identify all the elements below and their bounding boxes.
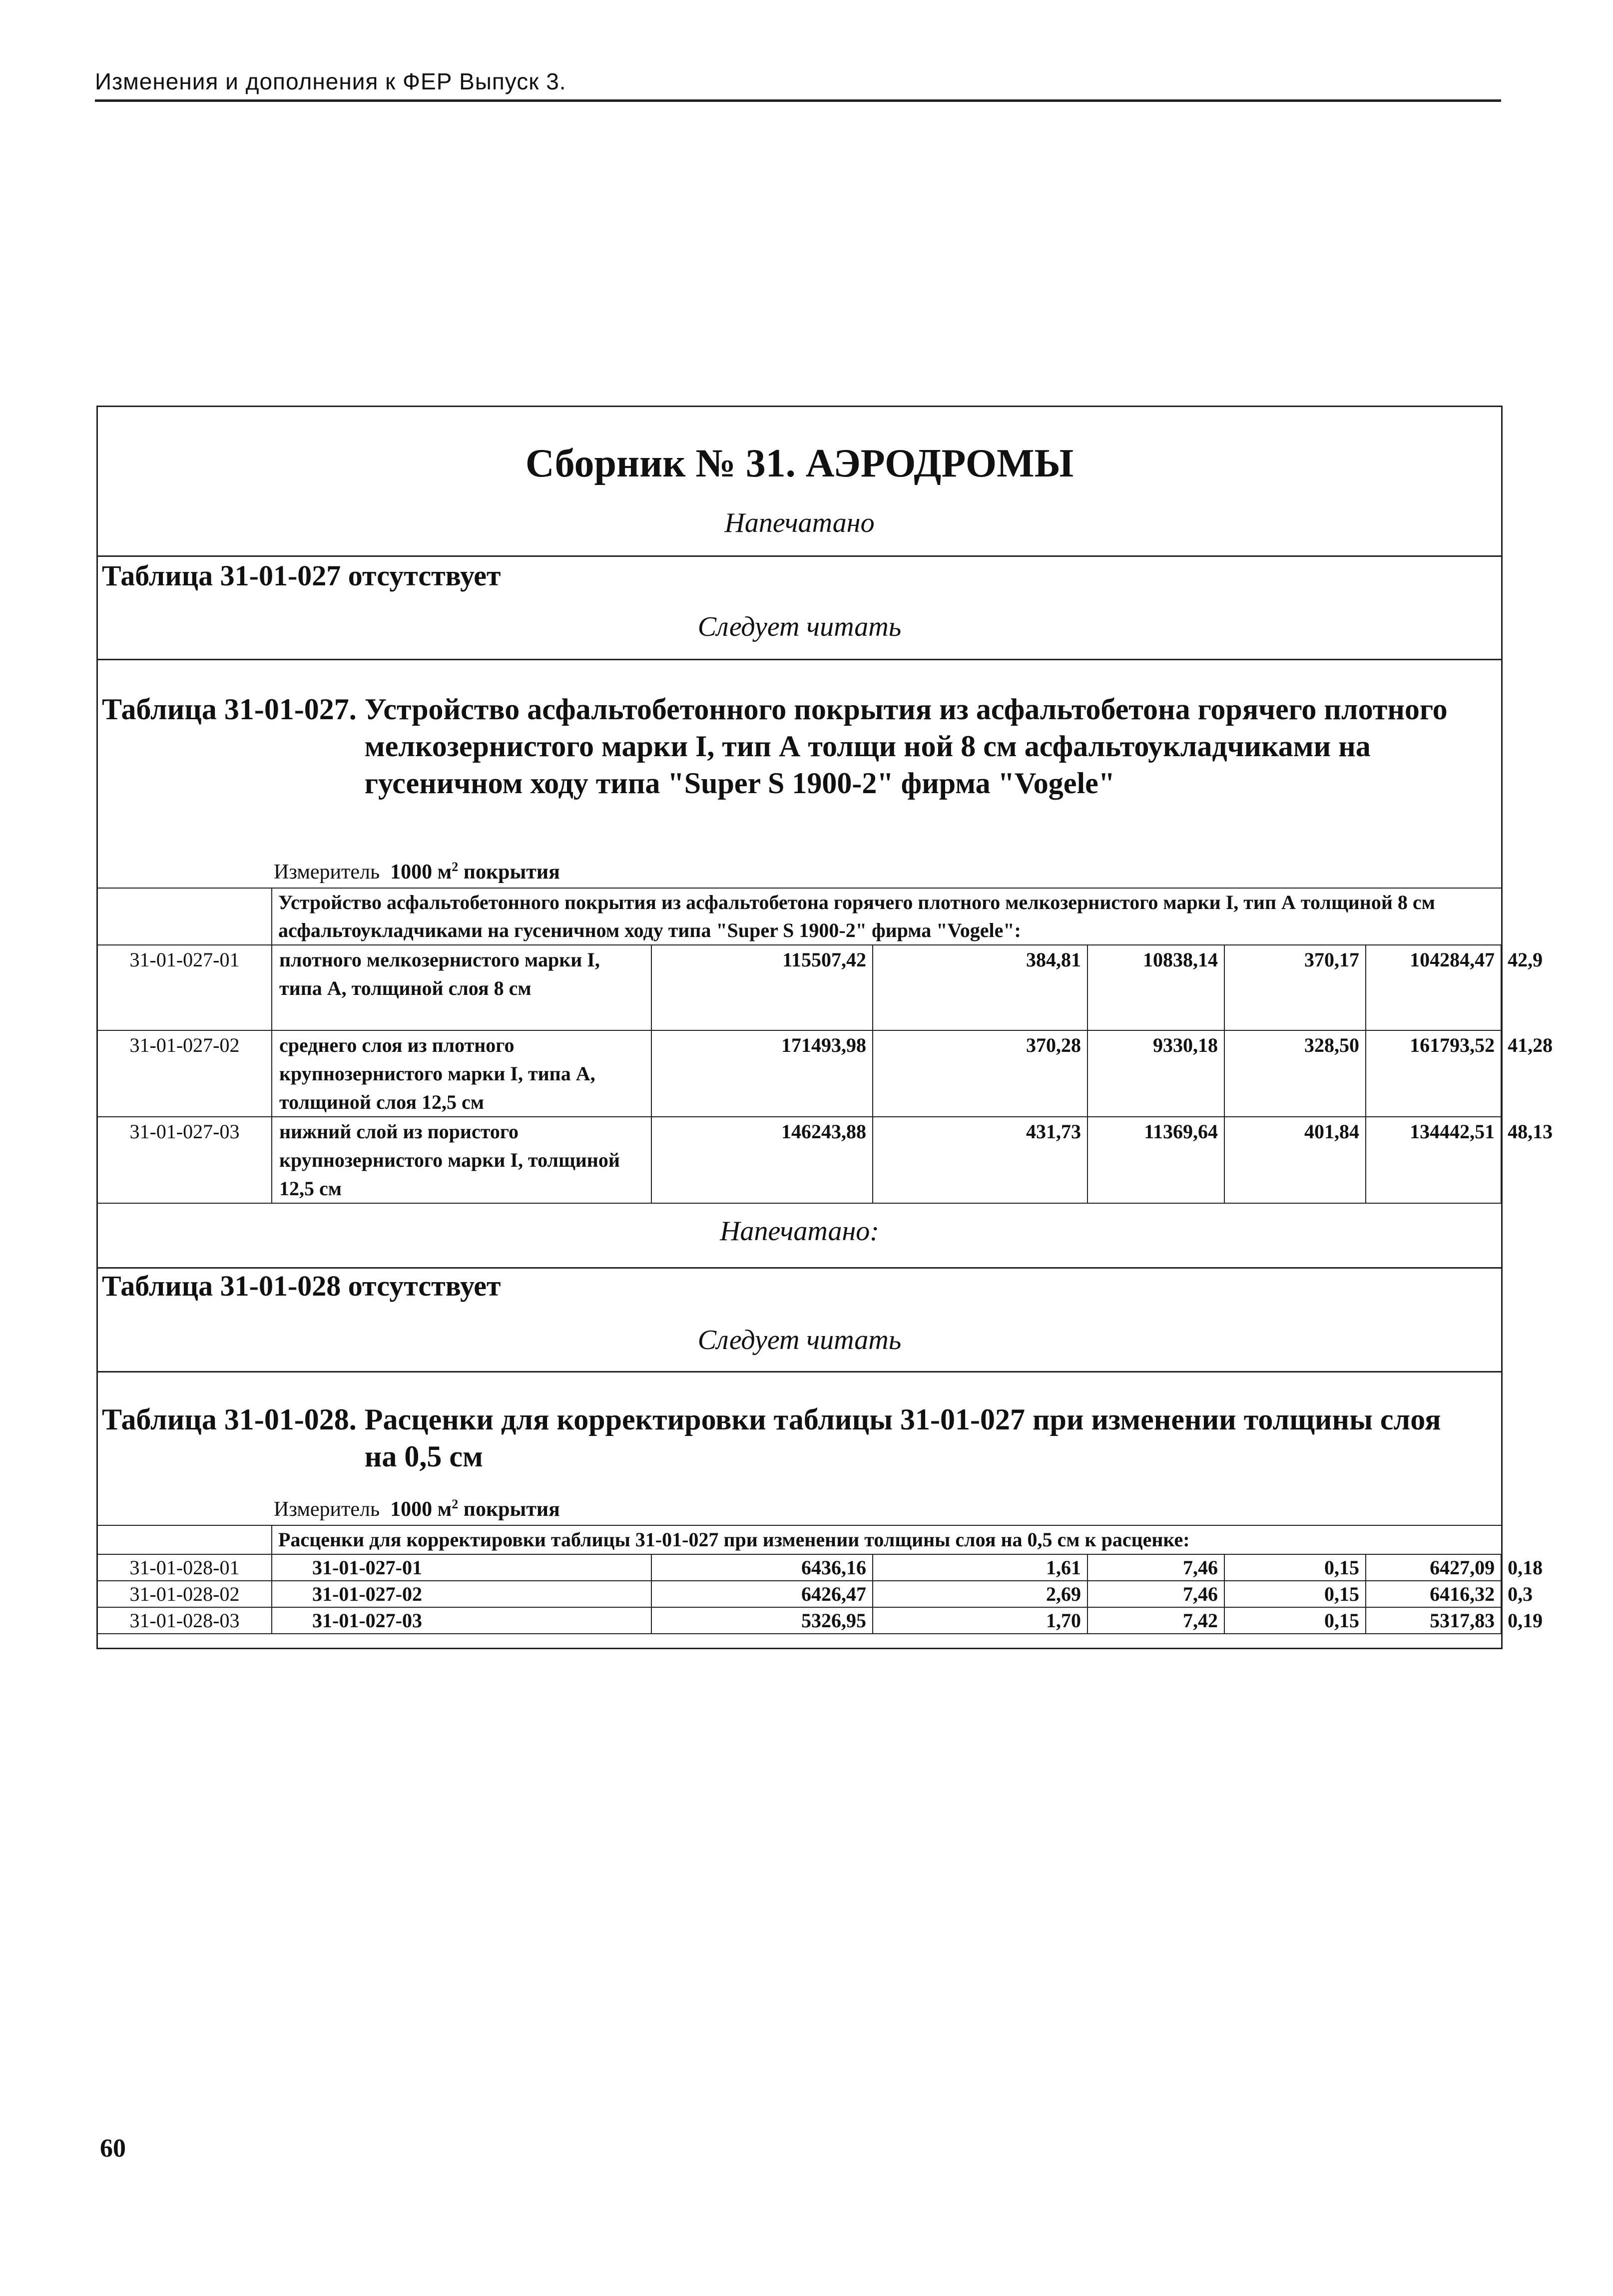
printed-label-2: Напечатано: xyxy=(720,1216,879,1247)
page-number: 60 xyxy=(100,2134,126,2163)
measure-unit: покрытия xyxy=(463,861,560,884)
printed-label-1: Напечатано xyxy=(724,507,875,538)
measure-sup: 2 xyxy=(452,860,459,874)
table-title-1 xyxy=(102,691,1496,802)
divider xyxy=(98,659,1501,660)
table-title-2 xyxy=(102,1401,1496,1475)
table-group-header xyxy=(98,1525,1501,1554)
header-text: Изменения и дополнения к ФЕР Выпуск 3. xyxy=(95,68,566,94)
table-number-2: Таблица 31-01-028. xyxy=(102,1403,357,1436)
divider xyxy=(98,1267,1501,1269)
table-row: 31-01-028-02 31-01-027-02 6426,47 2,69 7,46 0,15 6416,32 0,3 xyxy=(98,1581,1501,1607)
should-read-label-2: Следует читать xyxy=(697,1325,902,1356)
table-title-text-2: Расценки для корректировки таблицы 31-01-027 при изменении толщины слоя на 0,5 см xyxy=(364,1403,1441,1473)
table-row: 31-01-027-01 плотного мелкозернистого марки I, типа А, толщиной слоя 8 см 115507,42 384,81 10838,14 370,17 104284,47 42,9 xyxy=(98,945,1501,1030)
table-title-text-1: Устройство асфальтобетонного покрытия из асфальтобетона горячего плотного мелкозернистого марки I, тип А толщи ной 8 см асфальтоукладчиками на гусеничном ходу типа "Super S 1900-2" фирма "Vogele" xyxy=(364,693,1448,800)
group-header-1: Устройство асфальтобетонного покрытия из асфальтобетона горячего плотного мелкозернистого марки I, тип А толщиной 8 см асфальтоукладчиками на гусеничном ходу типа "Super S 1900-2" фирма "Vogele": xyxy=(272,888,1501,945)
measure-line-1 xyxy=(274,860,560,884)
table-number-1: Таблица 31-01-027. xyxy=(102,693,357,726)
measure-line-2 xyxy=(274,1497,560,1521)
measure-label: Измеритель xyxy=(274,861,380,884)
rates-table-1 xyxy=(98,888,1553,1204)
table-row: 31-01-027-02 среднего слоя из плотного крупнозернистого марки I, типа А, толщиной слоя 12,5 см 171493,98 370,28 9330,18 328,50 161793,52 41,28 xyxy=(98,1030,1501,1117)
table-group-header xyxy=(98,888,1501,945)
table-row: 31-01-027-03 нижний слой из пористого крупнозернистого марки I, толщиной 12,5 см 146243,88 431,73 11369,64 401,84 134442,51 48,13 xyxy=(98,1117,1501,1203)
printed-text-1: Таблица 31-01-027 отсутствует xyxy=(102,559,501,592)
measure-value: 1000 м xyxy=(390,861,452,884)
rates-table-2 xyxy=(98,1525,1543,1634)
group-header-2: Расценки для корректировки таблицы 31-01-027 при изменении толщины слоя на 0,5 см к расценке: xyxy=(272,1525,1501,1554)
should-read-label-1: Следует читать xyxy=(697,611,902,642)
measure-sup: 2 xyxy=(452,1497,459,1511)
table-row: 31-01-028-03 31-01-027-03 5326,95 1,70 7,42 0,15 5317,83 0,19 xyxy=(98,1607,1501,1634)
divider xyxy=(98,1371,1501,1373)
page-header xyxy=(95,64,1501,102)
amendment-frame xyxy=(96,406,1553,1649)
table-row: 31-01-028-01 31-01-027-01 6436,16 1,61 7,46 0,15 6427,09 0,18 xyxy=(98,1554,1501,1581)
measure-unit: покрытия xyxy=(463,1498,560,1521)
printed-text-2: Таблица 31-01-028 отсутствует xyxy=(102,1270,501,1302)
measure-value: 1000 м xyxy=(390,1498,452,1521)
measure-label: Измеритель xyxy=(274,1498,380,1521)
collection-title: Сборник № 31. АЭРОДРОМЫ xyxy=(525,442,1074,485)
divider xyxy=(98,555,1501,557)
